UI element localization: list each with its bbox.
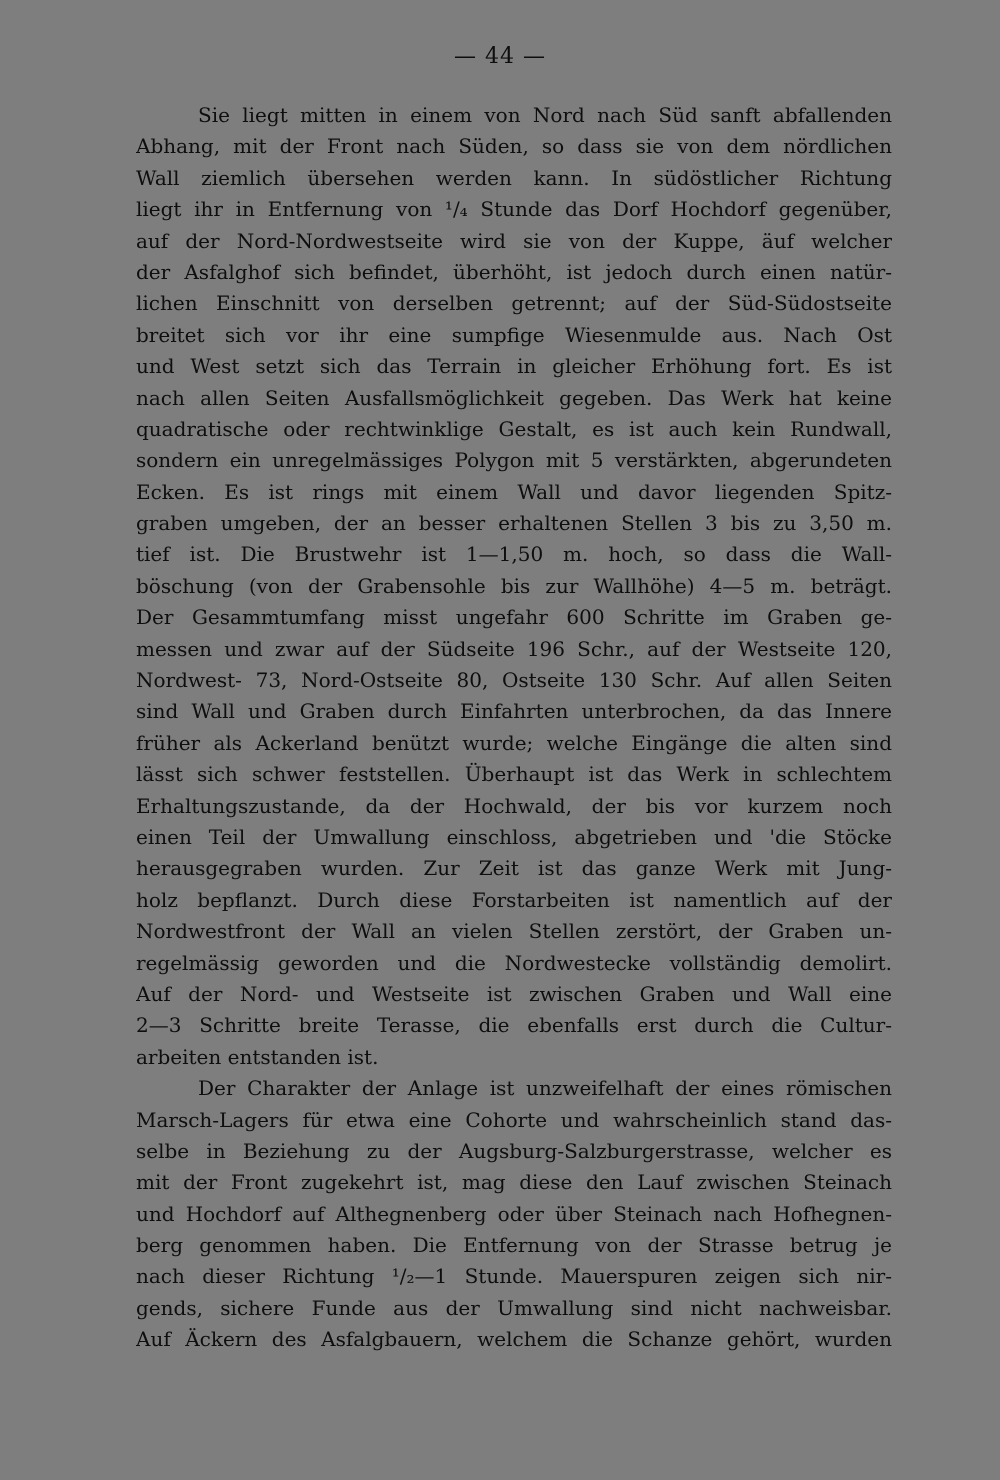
- text-line: Sie liegt mitten in einem von Nord nach Süd sanft abfallenden: [198, 103, 892, 127]
- text-line: selbe in Beziehung zu der Augsburg-Salzburgerstrasse, welcher es: [136, 1138, 892, 1163]
- text-line: Wall ziemlich übersehen werden kann. In südöstlicher Richtung: [136, 165, 892, 190]
- text-line: mit der Front zugekehrt ist, mag diese den Lauf zwischen Steinach: [136, 1170, 892, 1195]
- text-line: der Asfalghof sich befindet, überhöht, ist jedoch durch einen natür-: [136, 259, 892, 284]
- text-line: früher als Ackerland benützt wurde; welche Eingänge die alten sind: [136, 730, 892, 755]
- paragraph-end-line: arbeiten entstanden ist.: [136, 1044, 379, 1069]
- text-line: lichen Einschnitt von derselben getrennt; auf der Süd-Südostseite: [136, 291, 892, 316]
- text-line: tief ist. Die Brustwehr ist 1—1,50 m. hoch, so dass die Wall-: [136, 542, 892, 567]
- text-line: Nordwestfront der Wall an vielen Stellen zerstört, der Graben un-: [136, 919, 892, 944]
- text-line: Erhaltungszustande, da der Hochwald, der bis vor kurzem noch: [136, 793, 892, 818]
- text-line: Der Charakter der Anlage ist unzweifelhaft der eines römischen: [198, 1076, 892, 1101]
- text-line: böschung (von der Grabensohle bis zur Wallhöhe) 4—5 m. beträgt.: [136, 573, 892, 598]
- text-line: holz bepflanzt. Durch diese Forstarbeiten ist namentlich auf der: [136, 887, 892, 912]
- text-line: auf der Nord-Nordwestseite wird sie von der Kuppe, äuf welcher: [136, 228, 892, 253]
- text-line: quadratische oder rechtwinklige Gestalt, es ist auch kein Rundwall,: [136, 416, 892, 441]
- text-line: Ecken. Es ist rings mit einem Wall und davor liegenden Spitz-: [136, 479, 892, 504]
- text-line: berg genommen haben. Die Entfernung von der Strasse betrug je: [136, 1233, 892, 1258]
- text-line: Marsch-Lagers für etwa eine Cohorte und wahrscheinlich stand das-: [136, 1107, 892, 1132]
- text-line: 2—3 Schritte breite Terasse, die ebenfalls erst durch die Cultur-: [136, 1013, 892, 1038]
- text-line: und West setzt sich das Terrain in gleicher Erhöhung fort. Es ist: [136, 354, 892, 379]
- text-line: sind Wall und Graben durch Einfahrten unterbrochen, da das Innere: [136, 699, 892, 724]
- text-line: messen und zwar auf der Südseite 196 Schr., auf der Westseite 120,: [136, 636, 892, 661]
- text-line: Nordwest- 73, Nord-Ostseite 80, Ostseite 130 Schr. Auf allen Seiten: [136, 668, 892, 693]
- page-number: — 44 —: [454, 44, 546, 69]
- text-line: und Hochdorf auf Althegnenberg oder über Steinach nach Hofhegnen-: [136, 1201, 892, 1226]
- text-line: nach dieser Richtung ¹/₂—1 Stunde. Mauerspuren zeigen sich nir-: [136, 1264, 892, 1289]
- text-line: sondern ein unregelmässiges Polygon mit 5 verstärkten, abgerundeten: [136, 448, 892, 473]
- text-line: nach allen Seiten Ausfallsmöglichkeit gegeben. Das Werk hat keine: [136, 385, 892, 410]
- body-text: [136, 100, 892, 1356]
- text-line: Auf Äckern des Asfalgbauern, welchem die Schanze gehört, wurden: [136, 1327, 892, 1352]
- text-line: einen Teil der Umwallung einschloss, abgetrieben und 'die Stöcke: [136, 824, 892, 849]
- text-line: herausgegraben wurden. Zur Zeit ist das ganze Werk mit Jung-: [136, 856, 892, 881]
- text-line: Auf der Nord- und Westseite ist zwischen Graben und Wall eine: [136, 981, 892, 1006]
- text-line: regelmässig geworden und die Nordwestecke vollständig demolirt.: [136, 950, 892, 975]
- text-line: gends, sichere Funde aus der Umwallung sind nicht nachweisbar.: [136, 1295, 892, 1320]
- text-line: lässt sich schwer feststellen. Überhaupt ist das Werk in schlechtem: [136, 762, 892, 787]
- text-line: Abhang, mit der Front nach Süden, so dass sie von dem nördlichen: [136, 134, 892, 159]
- text-line: breitet sich vor ihr eine sumpfige Wiesenmulde aus. Nach Ost: [136, 322, 892, 347]
- text-line: graben umgeben, der an besser erhaltenen Stellen 3 bis zu 3,50 m.: [136, 511, 892, 536]
- text-line: Der Gesammtumfang misst ungefahr 600 Schritte im Graben ge-: [136, 605, 892, 630]
- text-line: liegt ihr in Entfernung von ¹/₄ Stunde das Dorf Hochdorf gegenüber,: [136, 197, 892, 222]
